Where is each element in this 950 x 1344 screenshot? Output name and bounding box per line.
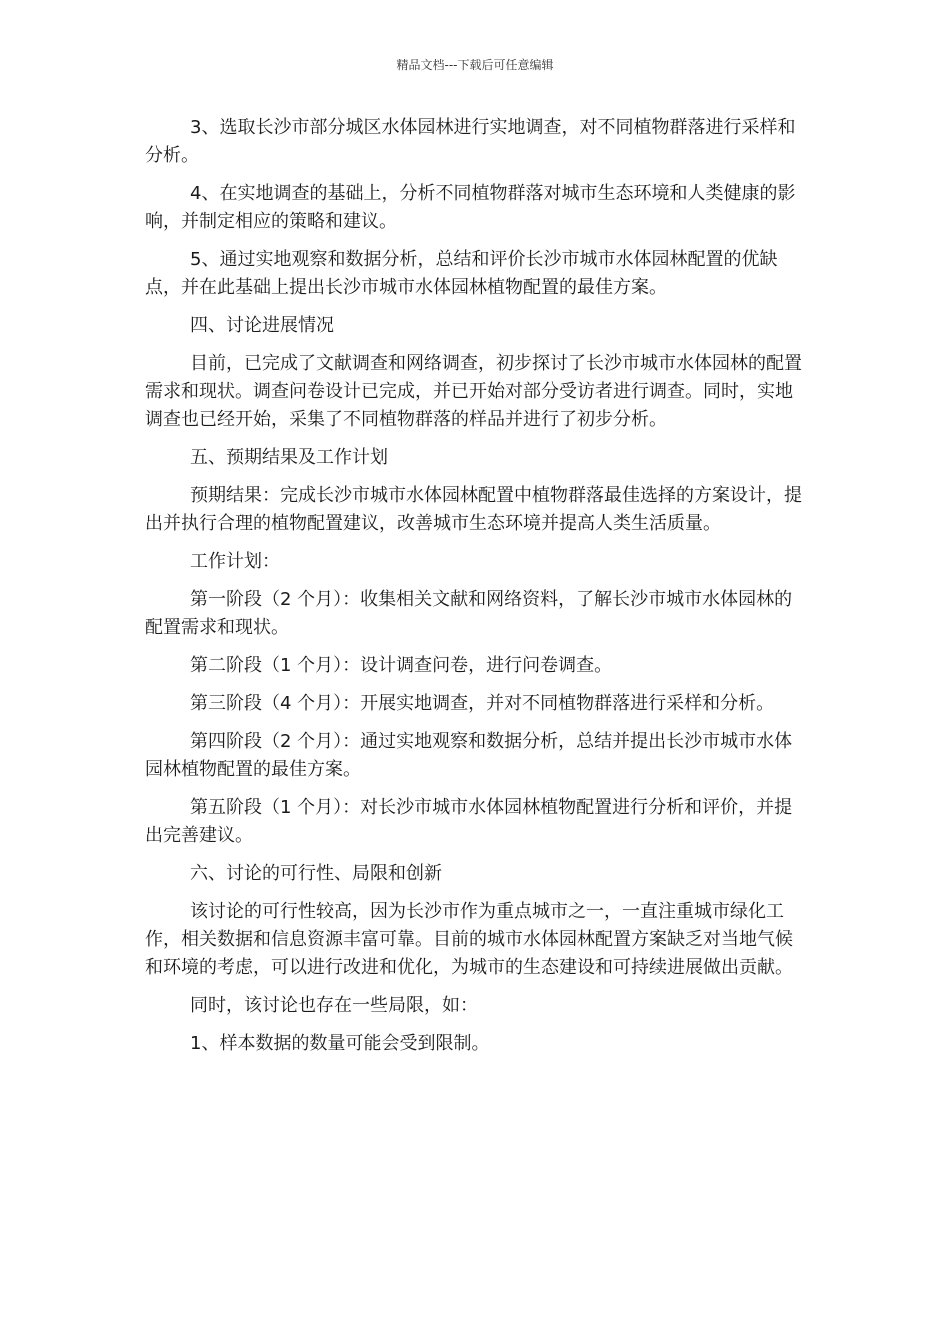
paragraph-step-4: 4、在实地调查的基础上，分析不同植物群落对城市生态环境和人类健康的影响，并制定相应的策略和建议。 (145, 183, 796, 232)
paragraph-limitations-intro: 同时，该讨论也存在一些局限，如： (190, 995, 478, 1016)
paragraph-work-plan-label: 工作计划： (190, 551, 280, 572)
paragraph-phase-5: 第五阶段（1 个月）：对长沙市城市水体园林植物配置进行分析和评价，并提出完善建议。 (145, 797, 793, 846)
paragraph-step-3: 3、选取长沙市部分城区水体园林进行实地调查，对不同植物群落进行采样和分析。 (145, 117, 796, 166)
paragraph-limitation-1: 1、样本数据的数量可能会受到限制。 (190, 1033, 490, 1054)
paragraph-phase-3: 第三阶段（4 个月）：开展实地调查，并对不同植物群落进行采样和分析。 (190, 693, 775, 714)
section-heading-feasibility: 六、讨论的可行性、局限和创新 (190, 863, 442, 884)
page-header: 精品文档---下载后可任意编辑 (396, 58, 554, 72)
section-heading-expected-results: 五、预期结果及工作计划 (190, 447, 388, 468)
paragraph-expected-results: 预期结果：完成长沙市城市水体园林配置中植物群落最佳选择的方案设计，提出并执行合理的植物配置建议，改善城市生态环境并提高人类生活质量。 (145, 485, 802, 534)
paragraph-phase-2: 第二阶段（1 个月）：设计调查问卷，进行问卷调查。 (190, 655, 613, 676)
section-heading-progress: 四、讨论进展情况 (190, 315, 334, 336)
paragraph-feasibility: 该讨论的可行性较高，因为长沙市作为重点城市之一，一直注重城市绿化工作，相关数据和信息资源丰富可靠。目前的城市水体园林配置方案缺乏对当地气候和环境的考虑，可以进行改进和优化，为城市的生态建设和可持续进展做出贡献。 (145, 901, 793, 978)
paragraph-progress: 目前，已完成了文献调查和网络调查，初步探讨了长沙市城市水体园林的配置需求和现状。调查问卷设计已完成，并已开始对部分受访者进行调查。同时，实地调查也已经开始，采集了不同植物群落的样品并进行了初步分析。 (145, 353, 802, 430)
paragraph-phase-1: 第一阶段（2 个月）：收集相关文献和网络资料，了解长沙市城市水体园林的配置需求和现状。 (145, 589, 793, 638)
document-body (145, 114, 805, 1068)
paragraph-step-5: 5、通过实地观察和数据分析，总结和评价长沙市城市水体园林配置的优缺点，并在此基础上提出长沙市城市水体园林植物配置的最佳方案。 (145, 249, 778, 298)
paragraph-phase-4: 第四阶段（2 个月）：通过实地观察和数据分析，总结并提出长沙市城市水体园林植物配置的最佳方案。 (145, 731, 793, 780)
